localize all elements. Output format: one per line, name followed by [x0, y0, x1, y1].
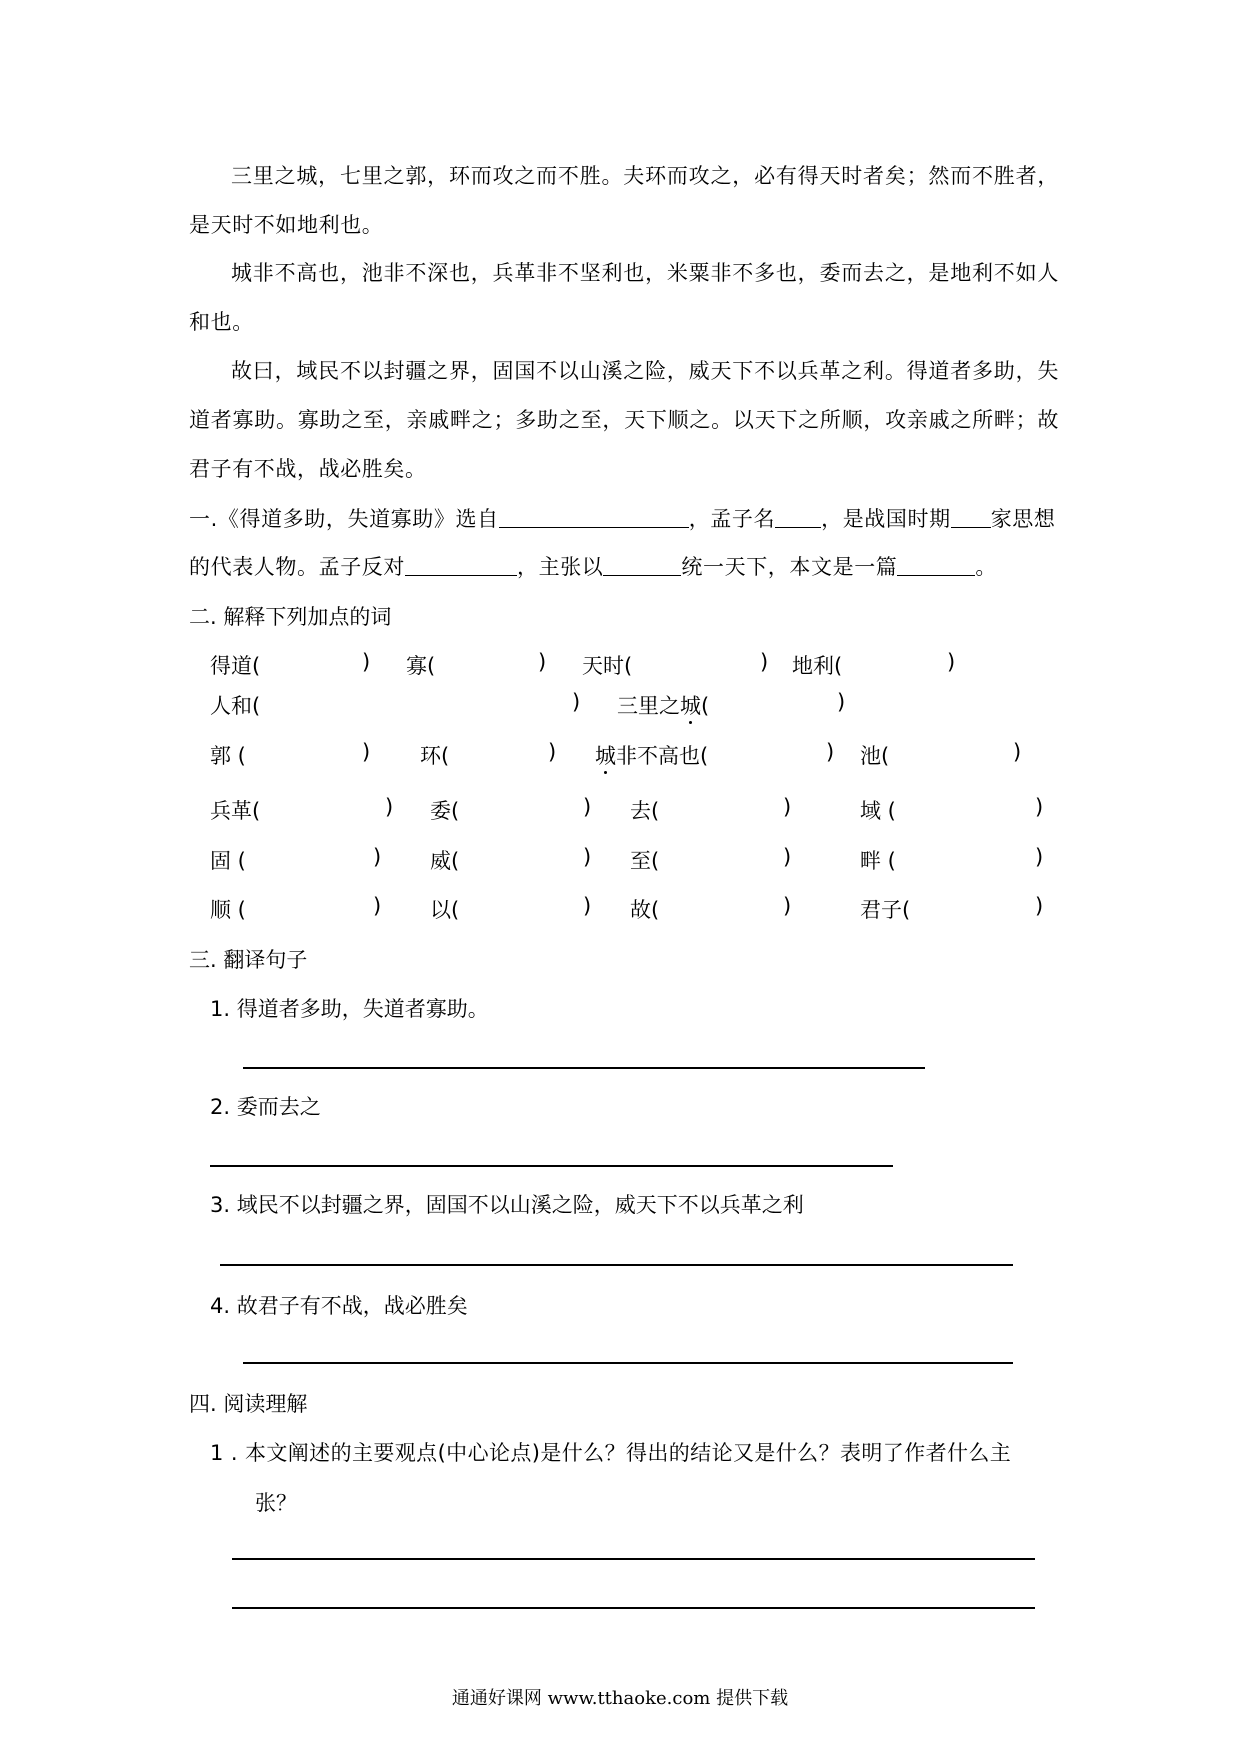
- q2-row-4: [210, 795, 1070, 825]
- q2-term-dedao: 得道(: [210, 654, 261, 678]
- q3-item-2: 2. 委而去之: [210, 1095, 321, 1119]
- q2-paren-close: ): [373, 894, 382, 918]
- q2-term-binge: 兵革(: [210, 799, 261, 823]
- q1-text-1: 一.《得道多助，失道寡助》选自: [189, 507, 499, 531]
- q2-row-3: [210, 740, 1070, 770]
- q2-term-dili: 地利(: [792, 654, 843, 678]
- q2-paren-close: ): [783, 845, 792, 869]
- q2-paren-close: ): [1035, 845, 1044, 869]
- q2-paren-close: ): [837, 690, 846, 714]
- q1-blank-oppose[interactable]: [405, 553, 517, 576]
- q4-answer-line-2[interactable]: [232, 1607, 1035, 1609]
- q2-dotted-char-cheng2: 城: [595, 744, 616, 768]
- q2-term-huan: 环(: [420, 744, 450, 768]
- q1-text-4: 家思想: [990, 507, 1056, 531]
- q2-term-feibugaoye-text: 非不高也(: [616, 744, 709, 768]
- q2-paren-close: ): [583, 845, 592, 869]
- q2-row-1: [210, 650, 1070, 680]
- q2-paren-close: ): [826, 740, 835, 764]
- q3-heading: 三. 翻译句子: [189, 948, 308, 972]
- q2-paren-close: ): [947, 650, 956, 674]
- q4-item-1-line-2: 张？: [255, 1491, 297, 1515]
- q3-answer-line-3[interactable]: [220, 1264, 1013, 1266]
- q2-term-gua: 寡(: [406, 654, 436, 678]
- q2-term-wei: 委(: [430, 799, 460, 823]
- q2-paren-close: ): [1035, 894, 1044, 918]
- q2-heading: 二. 解释下列加点的词: [189, 605, 392, 629]
- q2-term-yu: 域 (: [860, 799, 896, 823]
- q2-paren-close: ): [583, 795, 592, 819]
- q2-paren-close: ): [362, 740, 371, 764]
- q2-paren-close: ): [783, 795, 792, 819]
- q4-item-1-line-1: 1 . 本文阐述的主要观点(中心论点)是什么？得出的结论又是什么？表明了作者什么主: [210, 1441, 1012, 1465]
- q2-term-qu: 去(: [630, 799, 660, 823]
- q2-paren-close: ): [583, 894, 592, 918]
- q1-text-5: 的代表人物。孟子反对: [189, 555, 405, 579]
- q2-paren-close: ): [760, 650, 769, 674]
- q1-text-2: ，孟子名: [688, 507, 776, 531]
- q1-line-2: [189, 551, 997, 581]
- q2-paren-close: ): [385, 795, 394, 819]
- q1-blank-source[interactable]: [499, 505, 689, 528]
- q3-item-4: 4. 故君子有不战，战必胜矣: [210, 1294, 468, 1318]
- q3-item-3: 3. 域民不以封疆之界，固国不以山溪之险，威天下不以兵革之利: [210, 1193, 804, 1217]
- q2-term-chengfeibugaoye: [595, 740, 708, 770]
- passage-paragraph-1: 三里之城，七里之郭，环而攻之而不胜。夫环而攻之，必有得天时者矣；然而不胜者，是天时不如地利也。: [189, 164, 1059, 237]
- q2-row-5: [210, 845, 1070, 875]
- q3-answer-line-4[interactable]: [243, 1362, 1013, 1364]
- q1-text-8: 。: [975, 555, 998, 579]
- passage-paragraph-3: 故曰，域民不以封疆之界，固国不以山溪之险，威天下不以兵革之利。得道者多助，失道者寡助。寡助之至，亲戚畔之；多助之至，天下顺之。以天下之所顺，攻亲戚之所畔；故君子有不战，战必胜矣。: [189, 359, 1059, 481]
- q1-blank-genre[interactable]: [897, 553, 975, 576]
- q1-blank-name[interactable]: [775, 505, 821, 528]
- q4-heading: 四. 阅读理解: [189, 1392, 308, 1416]
- q2-term-junzi: 君子(: [860, 898, 911, 922]
- q2-paren-close: ): [548, 740, 557, 764]
- q2-term-shun: 顺 (: [210, 898, 246, 922]
- q1-text-7: 统一天下，本文是一篇: [681, 555, 898, 579]
- q2-term-yi: 以(: [430, 898, 460, 922]
- q3-answer-line-1[interactable]: [243, 1067, 925, 1069]
- q1-blank-school[interactable]: [951, 505, 991, 528]
- q2-term-sanlizhicheng: [617, 690, 709, 720]
- q2-term-gu: 固 (: [210, 849, 246, 873]
- q2-term-gu2: 故(: [630, 898, 660, 922]
- q2-term-zhi: 至(: [630, 849, 660, 873]
- q2-term-guo: 郭 (: [210, 744, 246, 768]
- q2-paren-close: ): [538, 650, 547, 674]
- q4-answer-line-1[interactable]: [232, 1558, 1035, 1560]
- q1-blank-advocate[interactable]: [603, 553, 681, 576]
- page-footer: 通通好课网 www.tthaoke.com 提供下载: [451, 1688, 789, 1709]
- q2-term-chi: 池(: [860, 744, 890, 768]
- q2-paren-close: ): [572, 690, 581, 714]
- q2-paren-close: ): [783, 894, 792, 918]
- q2-paren-close: ): [1035, 795, 1044, 819]
- q2-row-2: [210, 690, 1070, 720]
- passage-paragraph-2: 城非不高也，池非不深也，兵革非不坚利也，米粟非不多也，委而去之，是地利不如人和也。: [189, 261, 1059, 334]
- q1-text-3: ，是战国时期: [821, 507, 951, 531]
- q1-line-1: [189, 503, 1056, 533]
- q2-term-renhe: 人和(: [210, 694, 261, 718]
- q2-paren-open: (: [701, 694, 710, 718]
- q3-item-1: 1. 得道者多助，失道者寡助。: [210, 997, 489, 1021]
- q1-text-6: ，主张以: [517, 555, 604, 579]
- q2-paren-close: ): [373, 845, 382, 869]
- q2-row-6: [210, 894, 1070, 924]
- q2-term-tianshi: 天时(: [582, 654, 633, 678]
- q2-term-pan: 畔 (: [860, 849, 896, 873]
- q2-term-sanlizhi-text: 三里之: [617, 694, 680, 718]
- q2-paren-close: ): [1013, 740, 1022, 764]
- q2-paren-close: ): [362, 650, 371, 674]
- q2-term-wei2: 威(: [430, 849, 460, 873]
- q3-answer-line-2[interactable]: [210, 1165, 893, 1167]
- q2-dotted-char-cheng: 城: [680, 694, 701, 718]
